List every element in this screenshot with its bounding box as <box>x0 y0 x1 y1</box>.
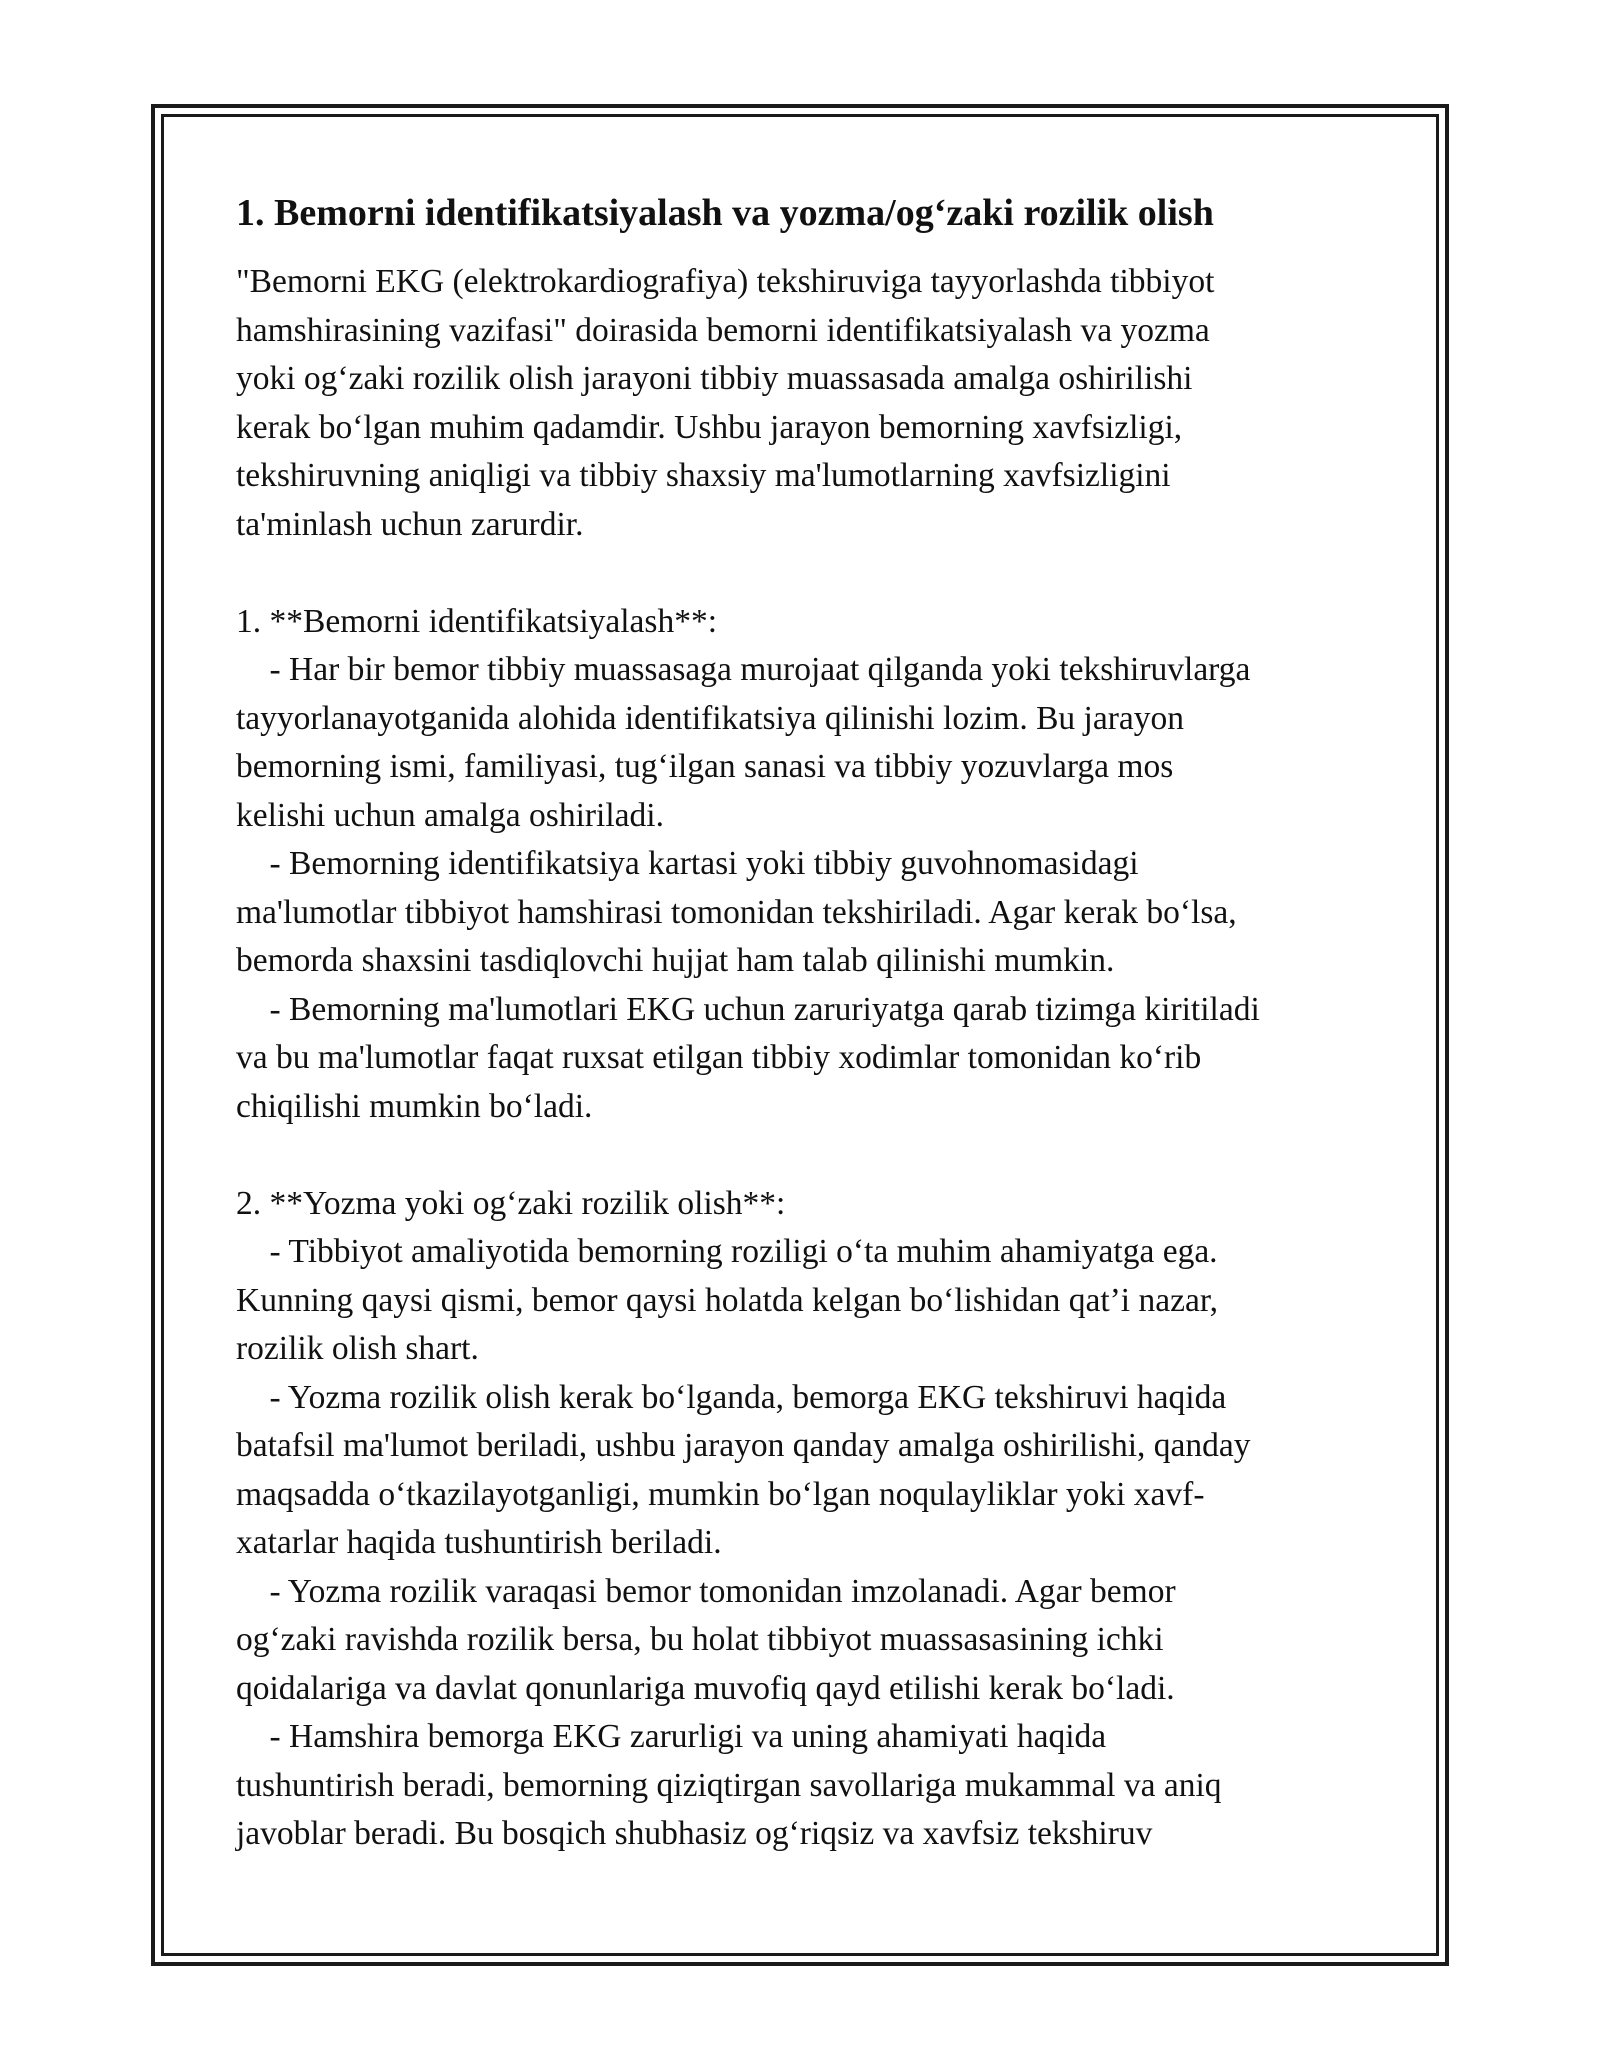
text-line: tekshiruvning aniqligi va tibbiy shaxsiy ma'lumotlarning xavfsizligini <box>236 457 1171 494</box>
document-body <box>236 186 1366 1859</box>
text-line: og‘zaki ravishda rozilik bersa, bu holat tibbiyot muassasasining ichki <box>236 1621 1164 1658</box>
text-line: - Har bir bemor tibbiy muassasaga murojaat qilganda yoki tekshiruvlarga <box>236 651 1251 688</box>
text-line: ma'lumotlar tibbiyot hamshirasi tomonidan tekshiriladi. Agar kerak bo‘lsa, <box>236 893 1237 931</box>
blank-line <box>236 549 1366 598</box>
text-line: 2. **Yozma yoki og‘zaki rozilik olish**: <box>236 1184 786 1222</box>
text-line: - Yozma rozilik varaqasi bemor tomonidan imzolanadi. Agar bemor <box>236 1572 1176 1610</box>
text-line: bemorning ismi, familiyasi, tug‘ilgan sanasi va tibbiy yozuvlarga mos <box>236 748 1174 785</box>
section-heading: 1. Bemorni identifikatsiyalash va yozma/og‘zaki rozilik olish <box>236 192 1214 234</box>
text-line: - Tibbiyot amaliyotida bemorning roziligi o‘ta muhim ahamiyatga ega. <box>236 1233 1218 1270</box>
text-line: kerak bo‘lgan muhim qadamdir. Ushbu jarayon bemorning xavfsizligi, <box>236 408 1183 446</box>
text-line: rozilik olish shart. <box>236 1330 479 1367</box>
text-line: bemorda shaxsini tasdiqlovchi hujjat ham talab qilinishi mumkin. <box>236 942 1115 979</box>
text-line: xatarlar haqida tushuntirish beriladi. <box>236 1524 722 1561</box>
text-line: Kunning qaysi qismi, bemor qaysi holatda kelgan bo‘lishidan qat’i nazar, <box>236 1281 1219 1319</box>
text-line: maqsadda o‘tkazilayotganligi, mumkin bo‘lgan noqulayliklar yoki xavf- <box>236 1475 1205 1513</box>
text-line: hamshirasining vazifasi" doirasida bemorni identifikatsiyalash va yozma <box>236 311 1210 349</box>
text-line: - Hamshira bemorga EKG zarurligi va uning ahamiyati haqida <box>236 1718 1107 1755</box>
blank-line <box>236 1131 1366 1180</box>
text-line: batafsil ma'lumot beriladi, ushbu jarayon qanday amalga oshirilishi, qanday <box>236 1427 1251 1464</box>
text-line: chiqilishi mumkin bo‘ladi. <box>236 1087 593 1125</box>
text-line: 1. **Bemorni identifikatsiyalash**: <box>236 602 718 640</box>
text-line: javoblar beradi. Bu bosqich shubhasiz og‘riqsiz va xavfsiz tekshiruv <box>236 1815 1153 1852</box>
text-line: tushuntirish beradi, bemorning qiziqtirgan savollariga mukammal va aniq <box>236 1766 1222 1804</box>
text-line: - Bemorning identifikatsiya kartasi yoki tibbiy guvohnomasidagi <box>236 845 1139 882</box>
text-line: "Bemorni EKG (elektrokardiografiya) tekshiruviga tayyorlashda tibbiyot <box>236 263 1215 300</box>
text-line: qoidalariga va davlat qonunlariga muvofiq qayd etilishi kerak bo‘ladi. <box>236 1669 1175 1707</box>
text-line: yoki og‘zaki rozilik olish jarayoni tibbiy muassasada amalga oshirilishi <box>236 360 1193 397</box>
text-line: kelishi uchun amalga oshiriladi. <box>236 796 664 834</box>
body-text <box>236 258 1366 1859</box>
text-line: ta'minlash uchun zarurdir. <box>236 505 584 543</box>
text-line: tayyorlanayotganida alohida identifikatsiya qilinishi lozim. Bu jarayon <box>236 699 1185 737</box>
text-line: - Bemorning ma'lumotlari EKG uchun zaruriyatga qarab tizimga kiritiladi <box>236 990 1260 1028</box>
text-line: va bu ma'lumotlar faqat ruxsat etilgan tibbiy xodimlar tomonidan ko‘rib <box>236 1039 1202 1076</box>
text-line: - Yozma rozilik olish kerak bo‘lganda, bemorga EKG tekshiruvi haqida <box>236 1378 1227 1416</box>
